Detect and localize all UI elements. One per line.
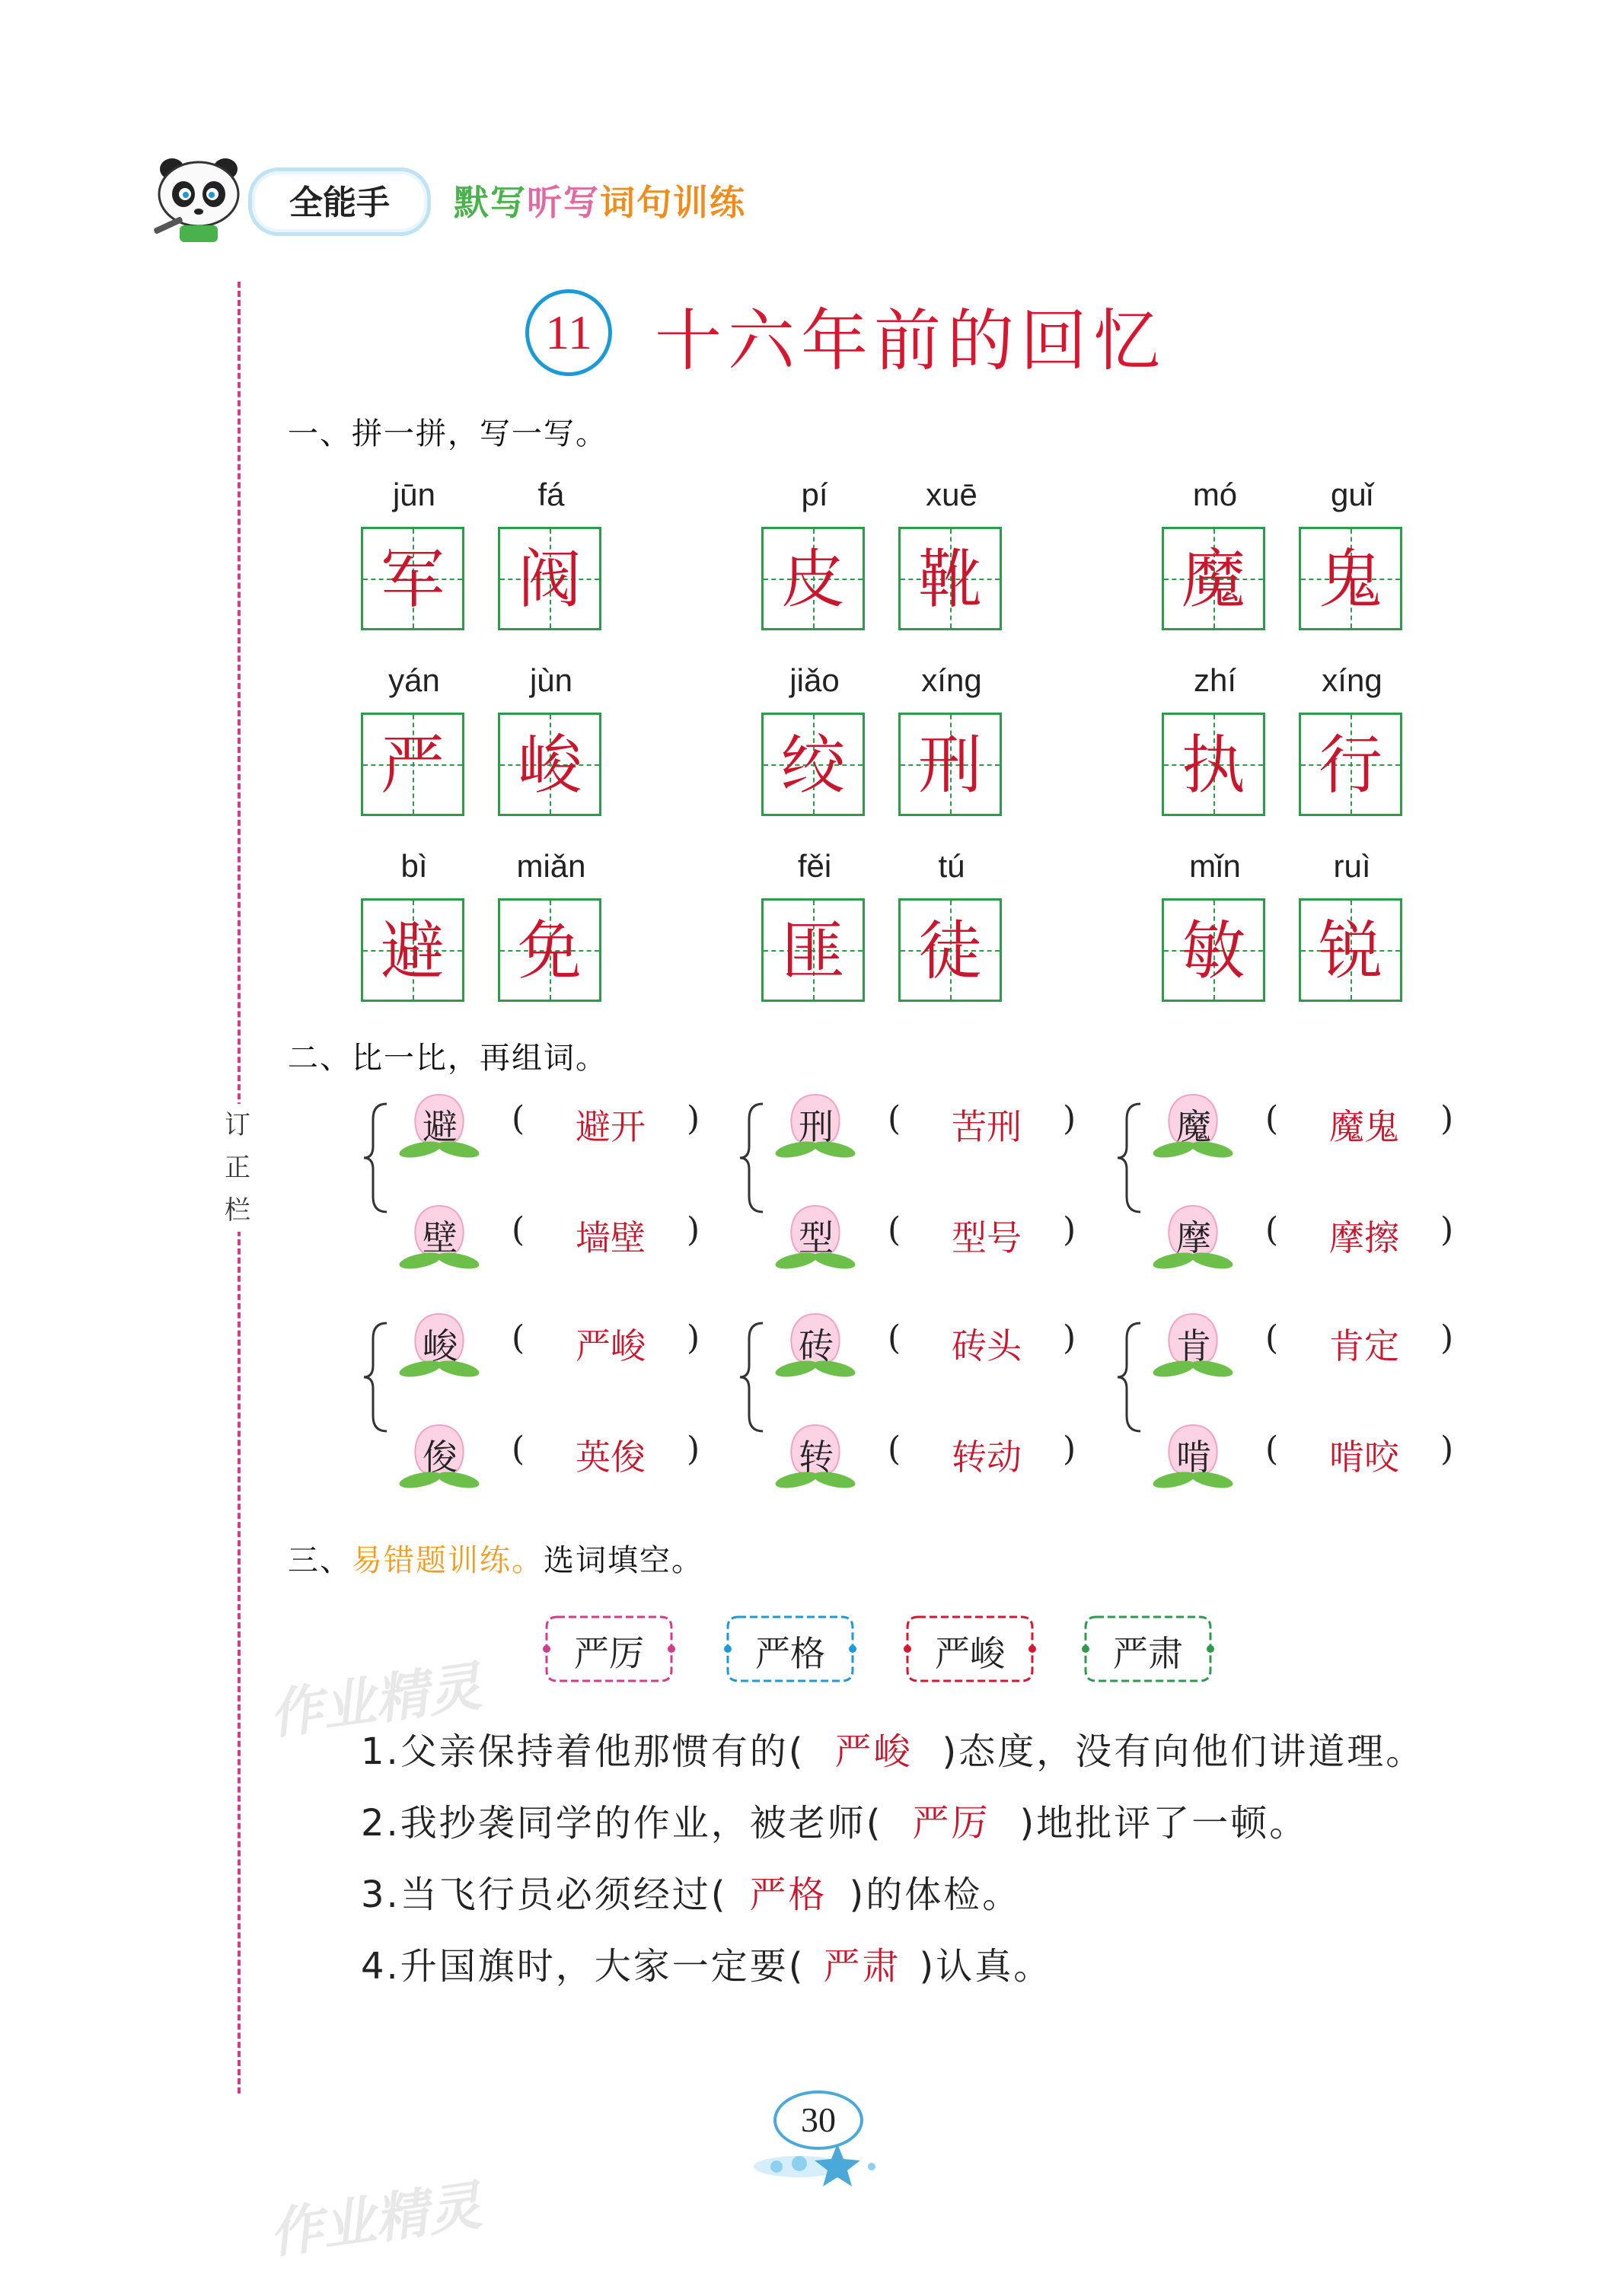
pinyin-label: jūn <box>392 477 436 512</box>
tianzige-box <box>761 713 865 816</box>
series-part-3: 词句训练 <box>600 182 746 223</box>
sentence-answer: 严厉 <box>912 1802 990 1845</box>
written-character: 绞 <box>780 728 845 802</box>
pinyin-label: jiǎo <box>789 662 840 698</box>
open-paren: ( <box>512 1099 525 1138</box>
compare-answer: 砖头 <box>952 1325 1022 1366</box>
compare-character: 啃 <box>1176 1437 1211 1478</box>
tianzige-box <box>1162 527 1265 630</box>
compare-group <box>1116 1312 1481 1478</box>
open-paren: ( <box>1265 1099 1279 1138</box>
word-choice-text: 严肃 <box>1113 1633 1183 1674</box>
compare-answer: 严峻 <box>576 1325 646 1366</box>
tianzige-box <box>361 898 464 1002</box>
tianzige-box <box>898 898 1002 1002</box>
written-character: 徒 <box>917 914 982 988</box>
close-paren: ) <box>1063 1099 1076 1138</box>
compare-group <box>738 1312 1104 1478</box>
sentence-answer: 严肃 <box>823 1945 901 1988</box>
tianzige-box <box>361 527 464 630</box>
section-3-prefix: 三、 <box>288 1543 352 1578</box>
curly-brace-icon <box>1116 1320 1143 1434</box>
close-paren: ) <box>687 1319 700 1357</box>
sentence-prefix: 2.我抄袭同学的作业，被老师( <box>361 1802 883 1845</box>
word-pair <box>761 477 1005 636</box>
curly-brace-icon <box>738 1101 766 1215</box>
section-2-heading: 二、比一比，再组词。 <box>288 1041 608 1076</box>
compare-answer: 墙壁 <box>576 1217 646 1258</box>
lesson-number: 11 <box>525 289 612 376</box>
pinyin-label: miǎn <box>516 848 586 884</box>
compare-row <box>1143 1093 1478 1154</box>
word-pair <box>1162 662 1405 822</box>
word-choice-text: 严峻 <box>935 1633 1005 1674</box>
sentence-suffix: )认真。 <box>919 1945 1053 1988</box>
tianzige-box <box>498 713 601 816</box>
pinyin-label: fá <box>537 477 565 512</box>
curly-brace-icon <box>1116 1101 1143 1215</box>
tianzige-box <box>761 527 865 630</box>
written-character: 匪 <box>780 914 845 988</box>
compare-character: 型 <box>799 1217 834 1258</box>
pinyin-label: xíng <box>1322 662 1382 698</box>
compare-group <box>362 1312 728 1478</box>
open-paren: ( <box>512 1430 525 1468</box>
word-choice-text: 严厉 <box>574 1633 644 1674</box>
compare-group <box>1116 1093 1481 1258</box>
compare-character: 转 <box>799 1437 834 1478</box>
compare-row <box>766 1093 1101 1154</box>
written-character: 执 <box>1181 728 1245 802</box>
compare-row <box>1143 1204 1478 1265</box>
compare-answer: 摩擦 <box>1329 1217 1399 1258</box>
open-paren: ( <box>888 1099 901 1138</box>
star-decoration-icon <box>746 2136 891 2189</box>
tianzige-box <box>1299 898 1402 1002</box>
section-3-suffix: 选词填空。 <box>544 1543 703 1578</box>
compare-answer: 啃咬 <box>1329 1437 1399 1478</box>
word-pair <box>1162 477 1405 636</box>
word-choice-box <box>903 1612 1037 1685</box>
close-paren: ) <box>1440 1210 1454 1249</box>
pinyin-label: fěi <box>797 848 832 884</box>
open-paren: ( <box>1265 1210 1279 1249</box>
pinyin-label: pí <box>801 477 828 512</box>
compare-row <box>390 1204 725 1265</box>
close-paren: ) <box>1440 1319 1454 1357</box>
compare-answer: 苦刑 <box>952 1106 1022 1147</box>
header-banner <box>149 145 819 251</box>
compare-row <box>766 1424 1101 1484</box>
tianzige-box <box>498 898 601 1002</box>
compare-answer: 肯定 <box>1329 1325 1399 1366</box>
tianzige-box <box>1299 527 1402 630</box>
sentence-suffix: )态度，没有向他们讲道理。 <box>942 1730 1425 1773</box>
compare-character: 避 <box>423 1106 458 1147</box>
written-character: 阀 <box>517 542 582 617</box>
written-character: 靴 <box>917 542 982 617</box>
section-3-highlight: 易错题训练。 <box>352 1543 544 1578</box>
compare-answer: 避开 <box>576 1106 646 1147</box>
written-character: 魔 <box>1181 542 1245 617</box>
written-character: 皮 <box>780 542 845 617</box>
written-character: 敏 <box>1181 914 1245 988</box>
section-3-heading <box>288 1536 703 1580</box>
word-choice-box <box>542 1612 676 1685</box>
pinyin-label: mǐn <box>1189 848 1241 884</box>
pinyin-label: yán <box>388 662 440 698</box>
close-paren: ) <box>687 1210 700 1249</box>
compare-character: 摩 <box>1176 1217 1211 1258</box>
compare-row <box>390 1312 725 1373</box>
fill-sentence <box>361 1937 1052 1989</box>
close-paren: ) <box>1063 1210 1076 1249</box>
written-character: 锐 <box>1318 914 1382 988</box>
word-pair <box>361 477 604 636</box>
curly-brace-icon <box>362 1101 390 1215</box>
sentence-prefix: 1.父亲保持着他那惯有的( <box>361 1730 805 1773</box>
sentence-suffix: )地批评了一顿。 <box>1019 1802 1309 1845</box>
written-character: 严 <box>380 728 445 802</box>
compare-row <box>766 1204 1101 1265</box>
correction-column-label: 订正栏 <box>221 1104 254 1232</box>
tianzige-box <box>761 898 865 1002</box>
brand-name: 全能手 <box>289 183 390 222</box>
curly-brace-icon <box>738 1320 766 1434</box>
tianzige-box <box>898 527 1002 630</box>
written-character: 免 <box>517 914 582 988</box>
written-character: 鬼 <box>1318 542 1382 617</box>
curly-brace-icon <box>362 1320 390 1434</box>
open-paren: ( <box>512 1319 525 1357</box>
pinyin-label: guǐ <box>1330 477 1374 512</box>
compare-character: 峻 <box>423 1325 458 1366</box>
pinyin-label: mó <box>1192 477 1238 512</box>
compare-character: 魔 <box>1176 1106 1211 1147</box>
sentence-answer: 严峻 <box>834 1730 913 1773</box>
open-paren: ( <box>1265 1319 1279 1357</box>
tianzige-box <box>898 713 1002 816</box>
written-character: 刑 <box>917 728 982 802</box>
compare-group <box>362 1093 728 1258</box>
open-paren: ( <box>512 1210 525 1249</box>
word-choice-box <box>723 1612 857 1685</box>
compare-row <box>1143 1312 1478 1373</box>
tianzige-box <box>498 527 601 630</box>
series-part-2: 听写 <box>527 182 600 223</box>
close-paren: ) <box>1440 1099 1454 1138</box>
compare-row <box>390 1093 725 1154</box>
tianzige-box <box>1299 713 1402 816</box>
word-pair <box>1162 848 1405 1008</box>
compare-row <box>766 1312 1101 1373</box>
watermark: 作业精灵 <box>265 2173 486 2266</box>
compare-character: 肯 <box>1176 1325 1211 1366</box>
fill-sentence <box>361 1865 1021 1918</box>
word-pair <box>361 848 604 1008</box>
compare-character: 刑 <box>799 1106 834 1147</box>
compare-answer: 型号 <box>952 1217 1022 1258</box>
sentence-prefix: 3.当飞行员必须经过( <box>361 1873 728 1916</box>
close-paren: ) <box>1440 1430 1454 1468</box>
word-pair <box>361 662 604 822</box>
word-pair <box>761 662 1005 822</box>
open-paren: ( <box>1265 1430 1279 1468</box>
close-paren: ) <box>1063 1319 1076 1357</box>
word-pair <box>761 848 1005 1008</box>
open-paren: ( <box>888 1210 901 1249</box>
section-1-heading: 一、拼一拼，写一写。 <box>288 416 608 451</box>
tianzige-box <box>1162 713 1265 816</box>
pinyin-label: bì <box>400 848 428 884</box>
written-character: 峻 <box>517 728 582 802</box>
compare-answer: 魔鬼 <box>1329 1106 1399 1147</box>
open-paren: ( <box>888 1319 901 1357</box>
sentence-answer: 严格 <box>749 1873 828 1916</box>
close-paren: ) <box>687 1430 700 1468</box>
written-character: 军 <box>380 542 445 617</box>
pinyin-label: xíng <box>921 662 982 698</box>
compare-answer: 英俊 <box>576 1437 646 1478</box>
pinyin-label: tú <box>938 848 965 884</box>
compare-character: 壁 <box>423 1217 458 1258</box>
panda-mascot-icon <box>149 152 248 244</box>
written-character: 避 <box>380 914 445 988</box>
tianzige-box <box>1162 898 1265 1002</box>
word-choice-text: 严格 <box>755 1633 825 1674</box>
tianzige-box <box>361 713 464 816</box>
compare-character: 砖 <box>799 1325 834 1366</box>
series-part-1: 默写 <box>454 182 527 223</box>
pinyin-label: ruì <box>1333 848 1371 884</box>
written-character: 行 <box>1318 728 1382 802</box>
close-paren: ) <box>687 1099 700 1138</box>
compare-row <box>1143 1424 1478 1484</box>
close-paren: ) <box>1063 1430 1076 1468</box>
sentence-prefix: 4.升国旗时，大家一定要( <box>361 1945 805 1988</box>
page-number: 30 <box>773 2090 863 2150</box>
pinyin-label: jùn <box>529 662 573 698</box>
compare-answer: 转动 <box>952 1437 1022 1478</box>
series-title <box>454 175 746 225</box>
sentence-suffix: )的体检。 <box>849 1873 1022 1916</box>
open-paren: ( <box>888 1430 901 1468</box>
pinyin-label: zhí <box>1193 662 1237 698</box>
pinyin-label: xuē <box>926 477 977 512</box>
fill-sentence <box>361 1794 1308 1846</box>
lesson-title: 十六年前的回忆 <box>655 301 1167 380</box>
watermark: 作业精灵 <box>265 1653 486 1747</box>
word-choice-box <box>1081 1612 1215 1685</box>
compare-group <box>738 1093 1104 1258</box>
fill-sentence <box>361 1722 1424 1775</box>
compare-character: 俊 <box>423 1437 458 1478</box>
compare-row <box>390 1424 725 1484</box>
